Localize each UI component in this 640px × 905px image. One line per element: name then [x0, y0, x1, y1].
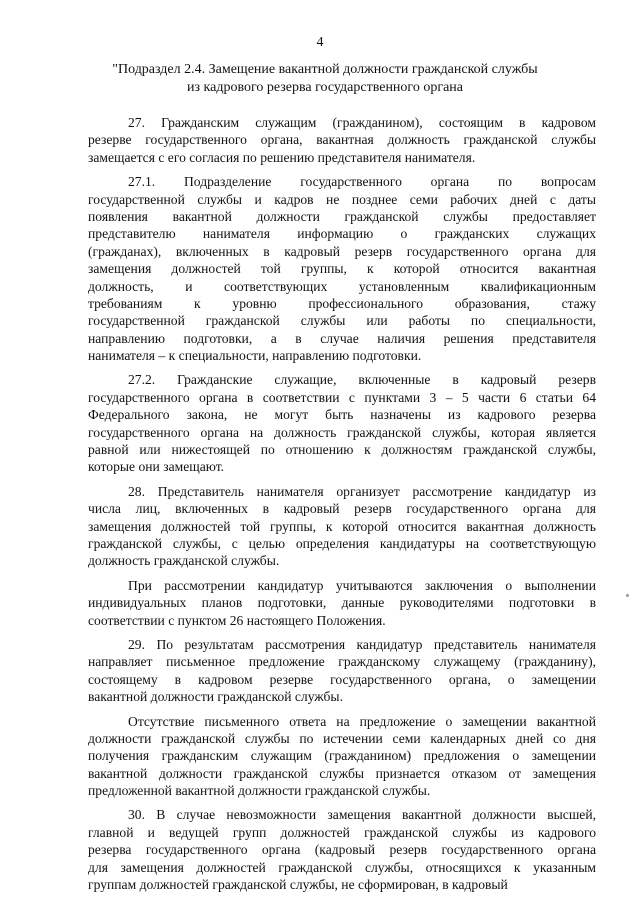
- text-line: (гражданах), включенных в кадровый резерв государственного органа для: [88, 243, 596, 259]
- paragraph: [88, 806, 596, 893]
- text-line: 27.2. Гражданские служащие, включенные в кадровый резерв: [128, 372, 596, 388]
- paragraph: [88, 636, 596, 706]
- text-line: 28. Представитель нанимателя организует рассмотрение кандидатур из: [128, 483, 596, 499]
- page-number: 4: [316, 35, 324, 50]
- text-line: состоящему в кадровом резерве государственного органа, о замещении: [88, 671, 596, 687]
- text-line: государственной службы и кадров не позднее семи рабочих дней с даты: [88, 191, 596, 207]
- text-line: государственного органа в соответствии с пунктами 3 – 5 части 6 статьи 64: [88, 389, 596, 405]
- text-line: числа лиц, включенных в кадровый резерв государственного органа для: [88, 501, 596, 517]
- text-line: вакантной должности гражданской службы.: [88, 689, 343, 705]
- text-line: должности гражданской службы по истечении семи календарных дней со дня: [88, 730, 596, 746]
- text-line: государственной гражданской службы или работы по специальности,: [88, 313, 596, 329]
- paragraph: [88, 483, 596, 570]
- text-line: требованиям к уровню профессионального образования, стажу: [88, 295, 596, 311]
- paragraph: [88, 371, 596, 475]
- text-line: предложенной вакантной должности гражданской службы.: [88, 783, 431, 799]
- text-line: 27.1. Подразделение государственного органа по вопросам: [128, 174, 596, 190]
- text-line: нанимателя – к специальности, направлению подготовки.: [88, 348, 422, 364]
- text-line: вакантной должности гражданской службы признается отказом от замещения: [88, 765, 596, 781]
- text-line: направлению подготовки, а в случае наличия решения представителя: [88, 330, 596, 346]
- text-line: замещается с его согласия по решению представителя нанимателя.: [88, 149, 476, 165]
- text-line: получения гражданским служащим (гражданином) предложения о замещении: [88, 748, 596, 764]
- text-line: государственного органа на должность гражданской службы, которая является: [88, 424, 596, 440]
- paragraph: [88, 114, 596, 166]
- text-line: должность, и соответствующих установленным квалификационным: [88, 278, 596, 294]
- heading-line: из кадрового резерва государственного органа: [187, 80, 463, 95]
- text-line: 30. В случае невозможности замещения вакантной должности высшей,: [128, 807, 596, 823]
- text-line: появления вакантной должности гражданской службы предоставляет: [88, 208, 596, 224]
- text-line: 27. Гражданским служащим (гражданином), состоящим в кадровом: [128, 115, 596, 130]
- text-line: резерва государственного органа (кадровый резерв государственного органа: [88, 842, 596, 858]
- text-line: равной или нижестоящей по отношению к должностям гражданской службы,: [88, 442, 596, 458]
- text-line: замещения должностей той группы, к которой относится вакантная: [88, 261, 596, 277]
- heading-line: "Подраздел 2.4. Замещение вакантной должности гражданской службы: [112, 62, 538, 77]
- text-line: соответствии с пунктом 26 настоящего Положения.: [88, 612, 386, 628]
- text-line: индивидуальных планов подготовки, данные руководителями подготовки в: [88, 595, 596, 611]
- paragraph: [88, 577, 596, 629]
- text-line: гражданской службы, с целью определения кандидатуры на соответствующую: [88, 535, 596, 551]
- text-line: должность гражданской службы.: [88, 553, 280, 569]
- section-heading: [60, 61, 590, 97]
- text-line: группам должностей гражданской службы, не сформирован, в кадровый: [88, 877, 508, 893]
- text-line: главной и ведущей групп должностей гражданской службы из кадрового: [88, 824, 596, 840]
- text-line: резерве государственного органа, вакантная должность гражданской службы: [88, 132, 596, 148]
- text-line: для замещения должностей гражданской службы, относящихся к указанным: [88, 859, 596, 875]
- text-line: направляет письменное предложение гражданскому служащему (гражданину),: [88, 654, 596, 670]
- text-line: которые они замещают.: [88, 459, 225, 475]
- paragraph: [88, 713, 596, 800]
- text-line: замещения должностей той группы, к которой относится вакантная должность: [88, 518, 596, 534]
- text-line: При рассмотрении кандидатур учитываются заключения о выполнении: [128, 577, 596, 593]
- scan-speck: [626, 594, 629, 597]
- text-line: представителю нанимателя информацию о гражданских служащих: [88, 226, 596, 242]
- document-body: [88, 114, 596, 900]
- text-line: Отсутствие письменного ответа на предложение о замещении вакантной: [128, 713, 596, 729]
- text-line: 29. По результатам рассмотрения кандидатур представитель нанимателя: [128, 636, 596, 652]
- text-line: Федерального закона, не могут быть назначены из кадрового резерва: [88, 407, 596, 423]
- paragraph: [88, 173, 596, 364]
